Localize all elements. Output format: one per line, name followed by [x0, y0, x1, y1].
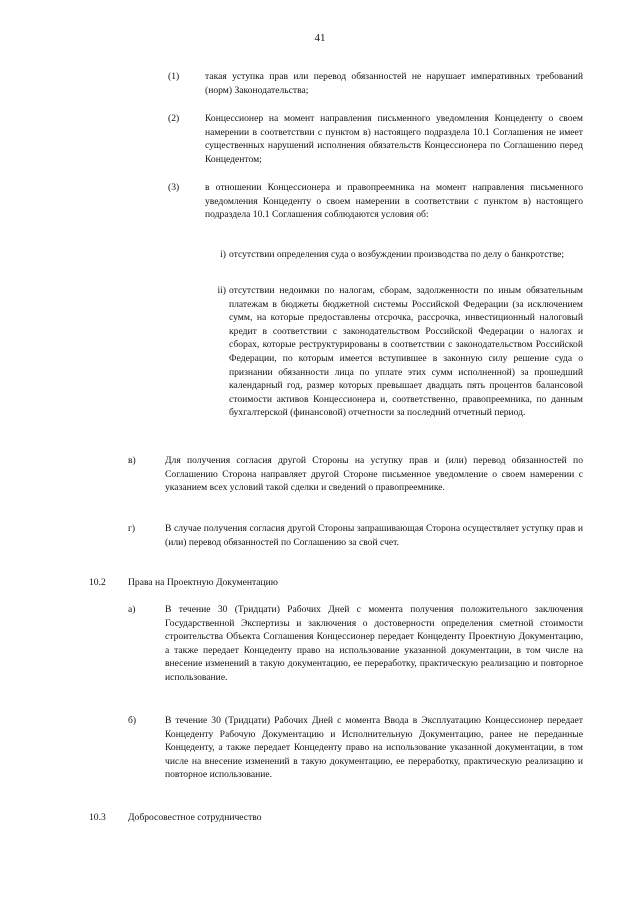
page-number: 41 [314, 32, 326, 44]
item-marker: ii) [217, 285, 226, 296]
item-text: В течение 30 (Тридцати) Рабочих Дней с момента Ввода в Эксплуатацию Концессионер передает Концеденту Рабочую Документацию и Исполнительную Документацию, ранее не переданные Концеденту, а также передает Концеденту право на использование указанной документации, в том числе на внесение изменений в такую документацию, ее переработку, практическую реализацию и повторное использование. [165, 715, 583, 781]
item-text: В случае получения согласия другой Стороны запрашивающая Сторона осуществляет уступку прав и (или) перевод обязанностей по Соглашению за свой счет. [165, 523, 583, 548]
section-title: Права на Проектную Документацию [128, 577, 278, 588]
item-marker: (2) [168, 113, 180, 124]
item-marker: в) [128, 455, 136, 466]
item-text: В течение 30 (Тридцати) Рабочих Дней с момента получения положительного заключения Государственной Экспертизы и заключения о достоверности определения сметной стоимости строительства Объекта Соглашения Концессионер передает Концеденту Проектную Документацию, а также передает Концеденту право на использование указанной документации, в том числе на внесение изменений в такую документацию, ее переработку, практическую реализацию и повторное использование. [165, 604, 583, 683]
section-number: 10.3 [89, 812, 106, 823]
item-text: отсутствии недоимки по налогам, сборам, задолженности по иным обязательным платежам в бюджеты бюджетной системы Российской Федерации (за исключением сумм, на которые предоставлены отсрочка, рассрочка, инвестиционный налоговый кредит в соответствии с законодательством Российской Федерации о налогах и сборах, которые реструктурированы в соответствии с законодательством Российской Федерации, по которым имеется вступившее в законную силу решение суда о признании обязанности лица по уплате этих сумм исполненной) за прошедший календарный год, размер которых превышает двадцать пять процентов балансовой стоимости активов Концессионера и, соответственно, правопреемника, по данным бухгалтерской (финансовой) отчетности за последний отчетный период. [229, 285, 583, 419]
section-number: 10.2 [89, 577, 106, 588]
item-text: Концессионер на момент направления письменного уведомления Концеденту о своем намерении в соответствии с пунктом в) настоящего подраздела 10.1 Соглашения не имеет существенных нарушений исполнения обязательств Концессионера по Соглашению перед Концедентом; [205, 113, 583, 165]
item-marker: i) [220, 249, 226, 260]
item-text: Для получения согласия другой Стороны на уступку прав и (или) перевод обязанностей по Соглашению Сторона направляет другой Стороне письменное уведомление о своем намерении с указанием всех условий такой сделки и сведений о правопреемнике. [165, 455, 583, 494]
item-marker: б) [128, 715, 137, 726]
item-text: такая уступка прав или перевод обязанностей не нарушает императивных требований (норм) Законодательства; [205, 71, 583, 96]
item-marker: (1) [168, 71, 180, 82]
item-text: в отношении Концессионера и правопреемника на момент направления письменного уведомления Концеденту о своем намерении в соответствии с пунктом в) настоящего подраздела 10.1 Соглашения соблюдаются условия об: [205, 182, 583, 221]
section-title: Добросовестное сотрудничество [128, 812, 262, 823]
item-text: отсутствии определения суда о возбуждении производства по делу о банкротстве; [229, 249, 565, 260]
item-marker: а) [128, 604, 136, 615]
item-marker: г) [128, 523, 136, 534]
item-marker: (3) [168, 182, 180, 193]
